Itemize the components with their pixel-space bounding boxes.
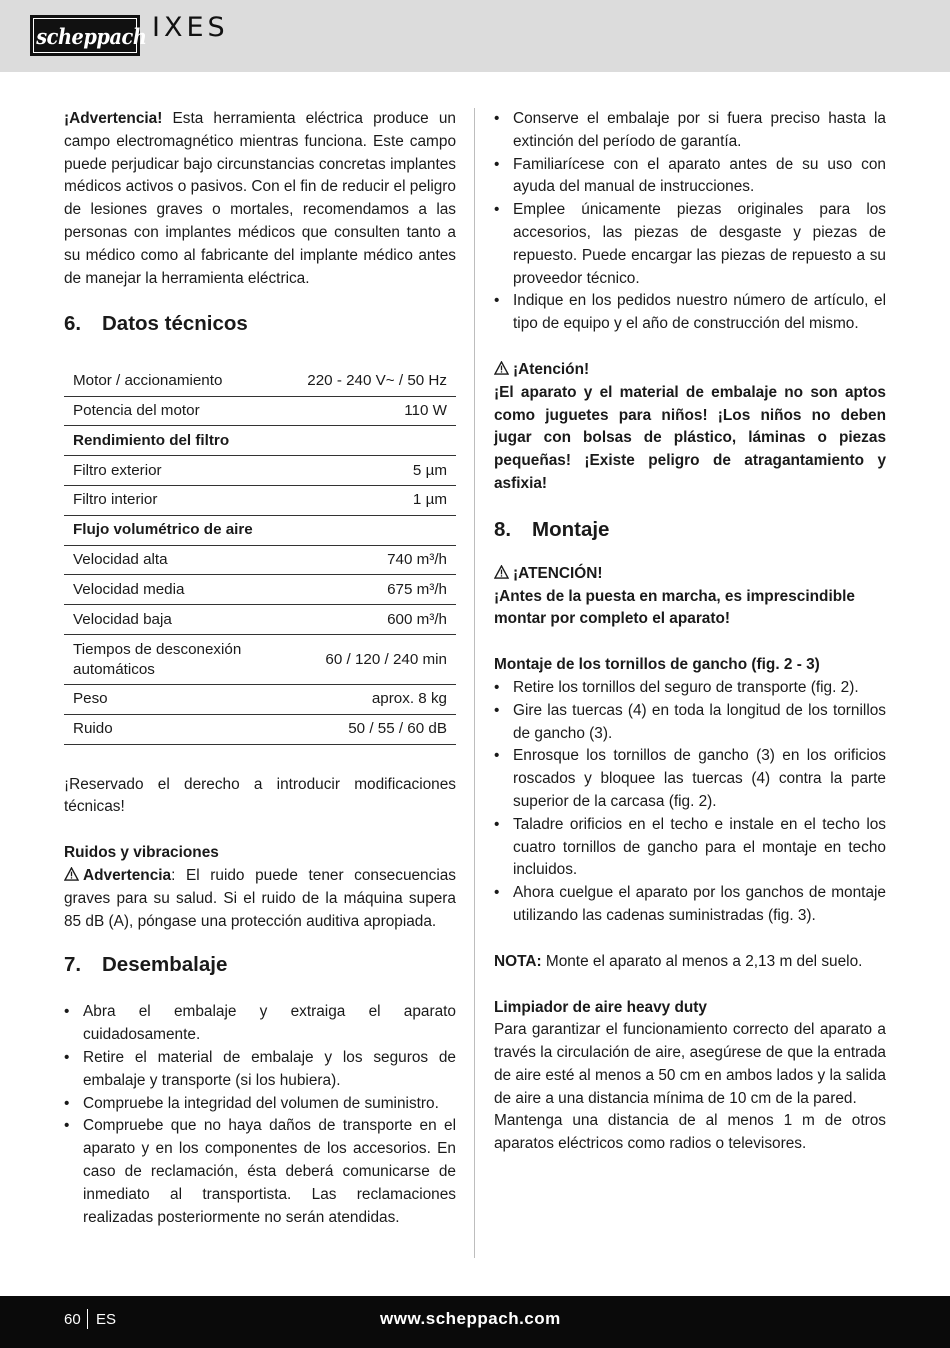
spec-value: 60 / 120 / 240 min (284, 635, 456, 685)
spec-section-label: Flujo volumétrico de aire (64, 515, 284, 545)
spec-value (284, 426, 456, 456)
spec-value: 110 W (284, 396, 456, 426)
note-text: Monte el aparato al menos a 2,13 m del suelo. (541, 952, 863, 970)
website-link[interactable]: www.scheppach.com (380, 1309, 561, 1328)
spec-value: 1 µm (284, 486, 456, 516)
warning-triangle-icon (64, 867, 79, 881)
spec-value: aprox. 8 kg (284, 685, 456, 715)
list-item: • Gire las tuercas (4) en toda la longitud de los tornillos de gancho (3). (494, 700, 886, 746)
list-item: • Enrosque los tornillos de gancho (3) en los orificios roscados y bloquee las tuercas (4) contra la parte superior de la carcasa (fig. 2). (494, 745, 886, 813)
technical-data-table (64, 366, 456, 744)
list-item: • Abra el embalaje y extraiga el aparato cuidadosamente. (64, 1001, 456, 1047)
footer-separator (87, 1309, 88, 1329)
logo-text: scheppach (36, 24, 147, 49)
spec-label: Velocidad media (64, 575, 284, 605)
spec-label: Velocidad alta (64, 545, 284, 575)
note-label: NOTA: (494, 952, 542, 970)
spec-label: Filtro exterior (64, 456, 284, 486)
noise-heading: Ruidos y vibraciones (64, 844, 219, 862)
right-column (494, 108, 886, 1156)
spec-value: 5 µm (284, 456, 456, 486)
noise-warning-text: : El ruido puede tener consecuencias graves para su salud. Si el ruido de la máquina supera 85 dB (A), póngase una protección auditiva apropiada. (64, 867, 456, 930)
list-item: • Emplee únicamente piezas originales para los accesorios, las piezas de desgaste y piezas de repuesto. Puede encargar las piezas de repuesto a su proveedor técnico. (494, 199, 886, 290)
column-divider (474, 108, 475, 1258)
spec-label: Velocidad baja (64, 605, 284, 635)
reserved-rights-note: ¡Reservado el derecho a introducir modificaciones técnicas! (64, 775, 456, 816)
air-cleaner-paragraph-2: Mantenga una distancia de al menos 1 m de otros aparatos eléctricos como radios o televisores. (494, 1112, 886, 1153)
attention-heading-2 (494, 563, 886, 586)
spec-label: Potencia del motor (64, 396, 284, 426)
page-footer (0, 1296, 950, 1348)
attention-heading (494, 359, 886, 382)
section-6-heading (64, 311, 456, 337)
packaging-tips-list (494, 108, 886, 336)
section-7-title: Desembalaje (102, 953, 228, 977)
table-row (64, 714, 456, 744)
table-row (64, 486, 456, 516)
noise-warning-paragraph (64, 865, 456, 933)
list-item: • Conserve el embalaje por si fuera preciso hasta la extinción del período de garantía. (494, 108, 886, 154)
spec-label: Tiempos de desconexión automáticos (64, 635, 284, 685)
section-7-heading (64, 952, 456, 978)
attention-label: ¡Atención! (513, 360, 590, 378)
spec-value (284, 515, 456, 545)
table-row (64, 605, 456, 635)
spec-value: 220 - 240 V~ / 50 Hz (284, 366, 456, 396)
emf-warning-paragraph (64, 108, 456, 290)
spec-label: Filtro interior (64, 486, 284, 516)
table-row (64, 635, 456, 685)
hook-screws-heading: Montaje de los tornillos de gancho (fig. 2 - 3) (494, 656, 820, 674)
warning-triangle-icon (494, 565, 509, 579)
section-6-title: Datos técnicos (102, 312, 248, 336)
section-8-number: 8. (494, 517, 512, 541)
hook-screws-list (494, 677, 886, 928)
section-8-title: Montaje (532, 517, 610, 541)
language-code: ES (96, 1311, 117, 1328)
air-cleaner-heading: Limpiador de aire heavy duty (494, 998, 707, 1016)
scheppach-logo (30, 15, 147, 56)
list-item: • Retire el material de embalaje y los seguros de embalaje y transporte (si los hubiera). (64, 1047, 456, 1093)
spec-value: 600 m³/h (284, 605, 456, 635)
emf-warning-label: ¡Advertencia! (64, 110, 163, 127)
unpacking-list (64, 1001, 456, 1229)
table-section-row (64, 515, 456, 545)
noise-warning-label: Advertencia (83, 867, 172, 885)
spec-label: Peso (64, 685, 284, 715)
mounting-note (494, 951, 886, 974)
section-8-heading (494, 517, 886, 543)
list-item: • Familiarícese con el aparato antes de su uso con ayuda del manual de instrucciones. (494, 154, 886, 200)
spec-label: Motor / accionamiento (64, 366, 284, 396)
list-item: • Compruebe la integridad del volumen de suministro. (64, 1093, 456, 1116)
list-item: • Retire los tornillos del seguro de transporte (fig. 2). (494, 677, 886, 700)
air-cleaner-paragraph-1: Para garantizar el funcionamiento correcto del aparato a través la circulación de aire, asegúrese de que la entrada de aire esté al menos a 50 cm en ambos lados y la salida de aire a una distancia mínima de 10 cm de la pared. (494, 1021, 886, 1107)
child-safety-warning: ¡El aparato y el material de embalaje no son aptos como juguetes para niños! ¡Los niños no deben jugar con bolsas de plástico, láminas o piezas pequeñas! ¡Existe peligro de atragantamiento y asfixia! (494, 383, 886, 492)
attention-label-2: ¡ATENCIÓN! (513, 564, 603, 582)
list-item: • Taladre orificios en el techo e instale en el techo los cuatro tornillos de gancho para el montaje en techo incluidos. (494, 814, 886, 882)
emf-warning-text: Esta herramienta eléctrica produce un campo electromagnético mientras funciona. Este campo puede perjudicar bajo circunstancias concretas implantes médicos activos o pasivos. Con el fin de reducir el peligro de lesiones graves o mortales, recomendamos a las personas con implantes médicos que consulten tanto a su médico como al fabricante del implante médico antes de manejar la herramienta eléctrica. (64, 110, 456, 287)
table-row (64, 396, 456, 426)
section-6-number: 6. (64, 312, 82, 336)
table-section-row (64, 426, 456, 456)
assembly-warning: ¡Antes de la puesta en marcha, es imprescindible montar por completo el aparato! (494, 587, 855, 628)
spec-value: 740 m³/h (284, 545, 456, 575)
warning-triangle-icon (494, 361, 509, 375)
page-number: 60 (64, 1311, 81, 1328)
table-row (64, 366, 456, 396)
spec-label: Ruido (64, 714, 284, 744)
spec-value: 675 m³/h (284, 575, 456, 605)
spec-value: 50 / 55 / 60 dB (284, 714, 456, 744)
ixes-brand: IXES (152, 12, 229, 43)
spec-section-label: Rendimiento del filtro (64, 426, 284, 456)
table-row (64, 685, 456, 715)
list-item: • Compruebe que no haya daños de transporte en el aparato y en los componentes de los accesorios. En caso de reclamación, ésta deberá comunicarse de inmediato al transportista. Las reclamaciones realizadas posteriormente no serán atendidas. (64, 1115, 456, 1229)
table-row (64, 575, 456, 605)
table-row (64, 456, 456, 486)
list-item: • Indique en los pedidos nuestro número de artículo, el tipo de equipo y el año de construcción del mismo. (494, 290, 886, 336)
left-column (64, 108, 456, 1229)
list-item: • Ahora cuelgue el aparato por los ganchos de montaje utilizando las cadenas suministradas (fig. 3). (494, 882, 886, 928)
page-header (0, 0, 950, 72)
table-row (64, 545, 456, 575)
section-7-number: 7. (64, 953, 82, 977)
